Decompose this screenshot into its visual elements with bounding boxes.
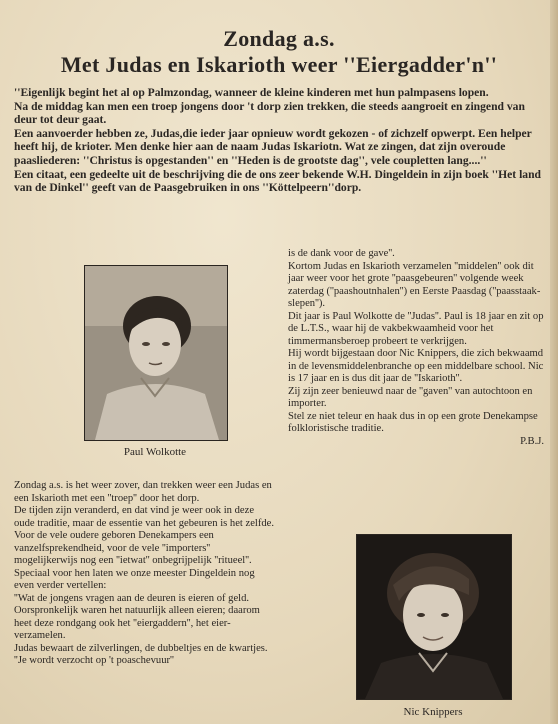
intro-p3: Een aanvoerder hebben ze, Judas,die ieder jaar opnieuw wordt gekozen - of zichzelf opwerpt. Een helper heeft hij, de krioter. Men denke hier aan de naam Judas Iskariotn. Wat ze zingen, dat zijn overoude paasliederen: ''Christus is opgestanden'' en ''Heden is de grootste dag'', vele coupletten lang....'' [14, 126, 532, 167]
right-p4: Hij wordt bijgestaan door Nic Knippers, die zich bekwaamd in de levensmiddelenbranche op een middelbare school. Nic is 17 jaar en is dus dit jaar de ''Iskarioth''. [288, 348, 544, 384]
photo-caption-paul: Paul Wolkotte [123, 446, 187, 458]
left-p6: Judas bewaart de zilverlingen, de dubbeltjes en de kwartjes. ''Je wordt verzocht op 't poaschevuur'' [14, 642, 268, 666]
right-p5: Zij zijn zeer benieuwd naar de ''gaven'' van autochtoon en importer. [288, 385, 533, 409]
intro-p2: Na de middag kan men een troep jongens door 't dorp zien trekken, die steeds aangroeit en zingend van deur tot deur gaat. [14, 99, 525, 127]
photo-paul-wolkotte [84, 265, 228, 441]
right-p1: is de dank voor de gave''. [288, 248, 395, 259]
right-p3: Dit jaar is Paul Wolkotte de ''Judas''. Paul is 18 jaar en zit op de L.T.S., waar hij de vakbekwaamheid voor het timmermansberoep probeert te verkrijgen. [288, 310, 544, 347]
headline-line-1: Zondag a.s. [223, 26, 335, 51]
right-column [288, 248, 544, 448]
photo-nic-knippers [356, 534, 512, 700]
left-p1: Zondag a.s. is het weer zover, dan trekken weer een Judas en een Iskarioth met een ''troep'' door het dorp. [14, 480, 272, 504]
photo-caption-nic: Nic Knippers [403, 706, 463, 718]
intro-p1: ''Eigenlijk begint het al op Palmzondag, wanneer de kleine kinderen met hun palmpasens lopen. [14, 86, 489, 99]
right-p2: Kortom Judas en Iskarioth verzamelen ''middelen'' ook dit jaar weer voor het grote ''paasgebeuren'' volgende week zaterdag (''paashoutnhalen'') en Eerste Paasdag (''paasstaak-slepen''). [288, 260, 541, 309]
left-column [14, 480, 276, 668]
headline-line-2: Met Judas en Iskarioth weer ''Eiergadder'n'' [60, 52, 498, 77]
intro-p4: Een citaat, een gedeelte uit de beschrijving die de ons zeer bekende W.H. Dingeldein in zijn boek ''Het land van de Dinkel'' geeft van de Paasgebruiken in ons ''Köttelpeern''dorp. [14, 167, 541, 195]
intro-paragraph [14, 86, 548, 195]
page-edge [550, 0, 558, 724]
right-p6: Stel ze niet teleur en haak dus in op een grote Denekampse folkloristische traditie. [288, 410, 538, 434]
signature: P.B.J. [520, 435, 544, 447]
left-p3: Voor de vele oudere geboren Denekampers een vanzelfsprekendheid, voor de vele ''importers'' mogelijkerwijs nog een ''ietwat'' onbegrijpelijk ''ritueel''. [14, 530, 252, 566]
left-p2: De tijden zijn veranderd, en dat vind je weer ook in deze oude traditie, maar de essentie van het gebeuren is het zelfde. [14, 505, 275, 529]
left-p5: ''Wat de jongens vragen aan de deuren is eieren of geld. Oorspronkelijk waren het natuurlijk alleen eieren; daarom heet deze rondgang ook het ''eiergaddern'', het eier-verzamelen. [14, 592, 260, 641]
left-p4: Speciaal voor hen laten we onze meester Dingeldein nog even verder vertellen: [14, 567, 255, 591]
